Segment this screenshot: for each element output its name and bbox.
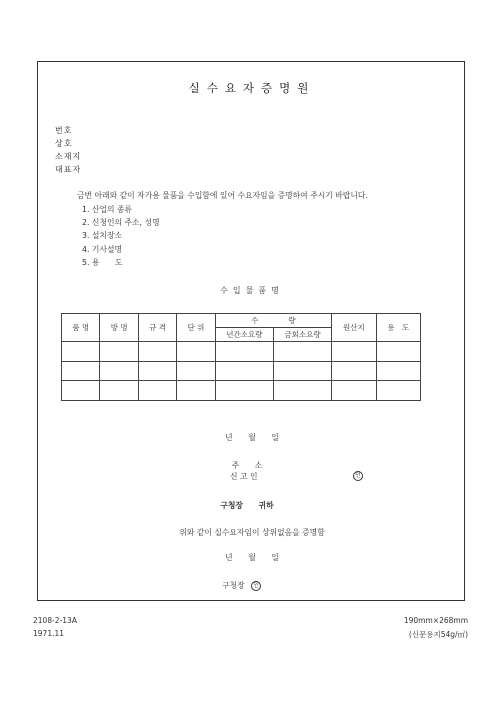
- table-row: [62, 342, 421, 362]
- header-field-representative: 대표자: [55, 165, 82, 174]
- col-annual-qty: 년간소요량: [215, 328, 273, 342]
- table-row: [62, 361, 421, 381]
- form-date: 1971.11: [33, 629, 65, 638]
- list-item: 1. 산업의 종류: [82, 205, 133, 214]
- address-label: 주 소: [231, 461, 263, 470]
- col-model: 방 명: [100, 314, 138, 342]
- col-quantity: 수 량: [215, 314, 332, 328]
- col-use: 용 도: [376, 314, 421, 342]
- intro-text: 금번 아래와 같이 자가용 물품을 수입함에 있어 수요자임을 증명하여 주시기 바랍니다.: [77, 191, 368, 200]
- list-item: 3. 설치장소: [82, 231, 123, 241]
- list-item: 5. 용 도: [82, 257, 123, 267]
- date-line-2: 년 월 일: [225, 553, 279, 562]
- col-name: 품 명: [62, 314, 100, 342]
- header-field-number: 번호: [55, 126, 73, 135]
- import-goods-table: [61, 313, 421, 401]
- date-line: 년 월 일: [225, 433, 279, 442]
- col-origin: 원산지: [332, 314, 376, 342]
- col-unit: 단 위: [177, 314, 215, 342]
- seal-icon: 인: [251, 581, 261, 591]
- addressee: 구청장 귀하: [220, 501, 274, 510]
- col-current-qty: 금회소요량: [273, 328, 331, 342]
- import-goods-heading: 수입물품명: [220, 286, 284, 295]
- form-code: 2108-2-13A: [33, 616, 77, 625]
- signer-title: 구청장: [222, 581, 245, 590]
- applicant-label: 신 고 인: [230, 472, 258, 481]
- document-title: 실수요자증명원: [188, 81, 316, 95]
- col-spec: 규 격: [138, 314, 176, 342]
- seal-icon: 인: [353, 471, 363, 481]
- header-field-location: 소재지: [55, 152, 82, 161]
- item-list: [82, 203, 160, 269]
- header-field-company: 상호: [55, 139, 73, 148]
- table-row: [62, 381, 421, 401]
- table-header-row: [62, 314, 421, 328]
- paper-size: 190mm×268mm: [403, 616, 468, 625]
- list-item: 2. 신청인의 주소, 성명: [82, 218, 160, 228]
- certify-text: 위와 같이 실수요자임이 상위없음을 증명함: [179, 528, 325, 537]
- signer: [222, 580, 261, 591]
- paper-type: (신문용지54g/㎡): [408, 630, 468, 639]
- list-item: 4. 기사설명: [82, 244, 123, 254]
